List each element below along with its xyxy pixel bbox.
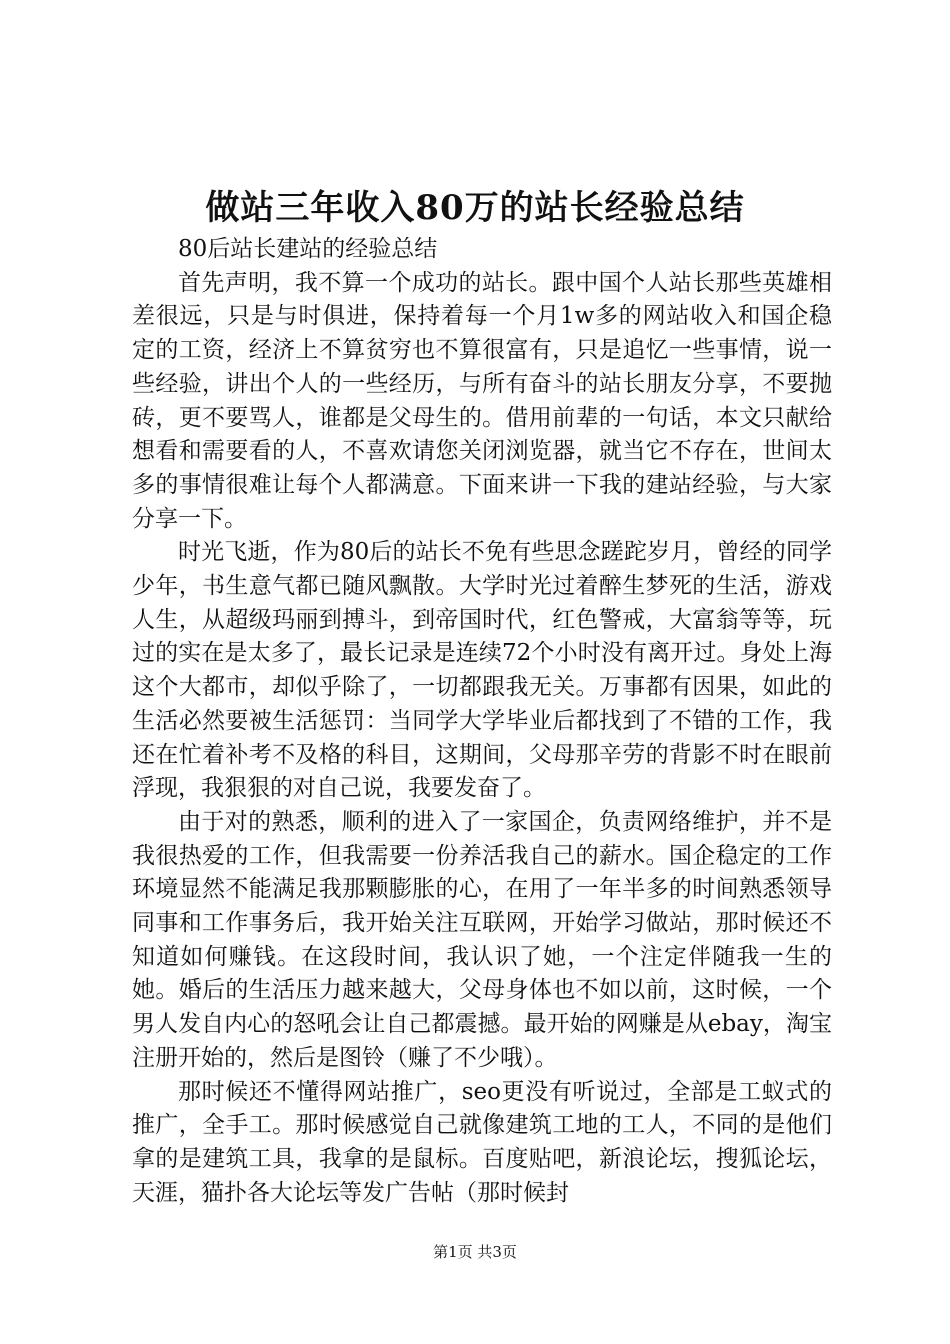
paragraph-1: 首先声明，我不算一个成功的站长。跟中国个人站长那些英雄相差很远，只是与时俱进，保持着每一个月1w多的网站收入和国企稳定的工资，经济上不算贫穷也不算很富有，只是追忆一些事情，说一些经验，讲出个人的一些经历，与所有奋斗的站长朋友分享，不要抛砖，更不要骂人，谁都是父母生的。借用前辈的一句话，本文只献给想看和需要看的人，不喜欢请您关闭浏览器，就当它不存在，世间太多的事情很难让每个人都满意。下面来讲一下我的建站经验，与大家分享一下。 xyxy=(132,269,832,532)
paragraph-subtitle: 80后站长建站的经验总结 xyxy=(178,236,438,262)
page-footer: 第1页 共3页 xyxy=(433,1243,517,1261)
paragraph-2: 时光飞逝，作为80后的站长不免有些思念蹉跎岁月，曾经的同学少年，书生意气都已随风飘散。大学时光过着醉生梦死的生活，游戏人生，从超级玛丽到搏斗，到帝国时代，红色警戒，大富翁等等，玩过的实在是太多了，最长记录是连续72个小时没有离开过。身处上海这个大都市，却似乎除了，一切都跟我无关。万事都有因果，如此的生活必然要被生活惩罚：当同学大学毕业后都找到了不错的工作，我还在忙着补考不及格的科目，这期间，父母那辛劳的背影不时在眼前浮现，我狠狠的对自己说，我要发奋了。 xyxy=(132,539,832,802)
paragraph-3: 由于对的熟悉，顺利的进入了一家国企，负责网络维护，并不是我很热爱的工作，但我需要一份养活我自己的薪水。国企稳定的工作环境显然不能满足我那颗膨胀的心，在用了一年半多的时间熟悉领导同事和工作事务后，我开始关注互联网，开始学习做站，那时候还不知道如何赚钱。在这段时间，我认识了她，一个注定伴随我一生的她。婚后的生活压力越来越大，父母身体也不如以前，这时候，一个男人发自内心的怒吼会让自己都震撼。最开始的网赚是从ebay，淘宝注册开始的，然后是图铃（赚了不少哦）。 xyxy=(132,808,832,1071)
paragraph-4: 那时候还不懂得网站推广，seo更没有听说过，全部是工蚁式的推广，全手工。那时候感觉自己就像建筑工地的工人，不同的是他们拿的是建筑工具，我拿的是鼠标。百度贴吧，新浪论坛，搜狐论坛，天涯，猫扑各大论坛等发广告帖（那时候封 xyxy=(132,1078,832,1206)
document-title: 做站三年收入80万的站长经验总结 xyxy=(205,188,745,228)
document-body xyxy=(132,233,832,1210)
